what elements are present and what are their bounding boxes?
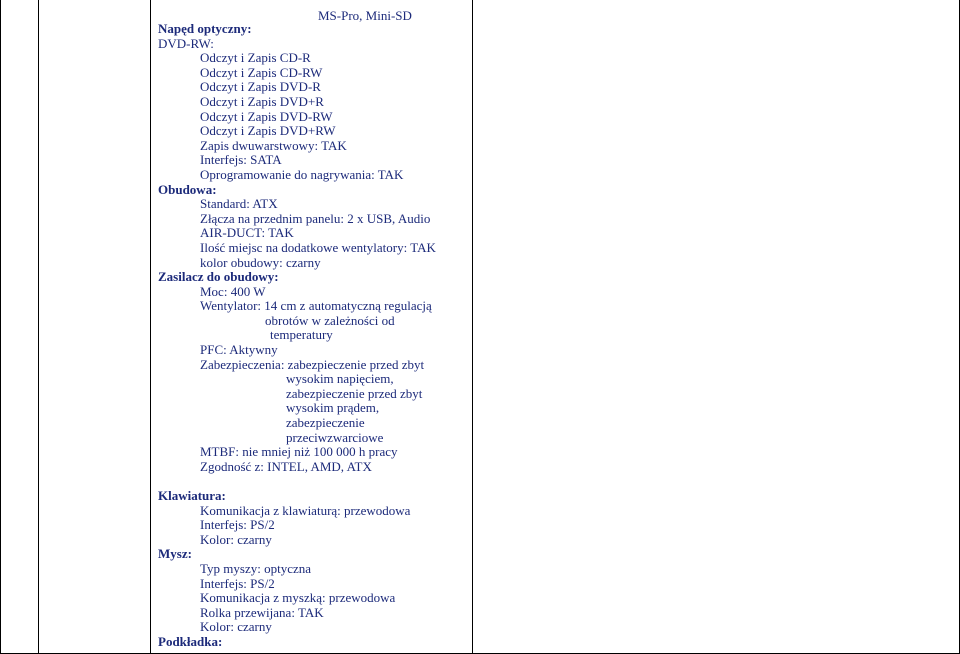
- spec-item: Typ myszy: optyczna: [200, 560, 312, 576]
- spec-item: Komunikacja z myszką: przewodowa: [200, 590, 396, 606]
- spec-item: Interfejs: PS/2: [200, 517, 275, 533]
- spec-item: Odczyt i Zapis CD-RW: [200, 64, 323, 80]
- spec-item: Komunikacja z klawiaturą: przewodowa: [200, 502, 411, 518]
- spec-item-cont: zabezpieczenie przed zbyt: [286, 385, 423, 401]
- section-title-podkladka: Podkładka:: [158, 633, 223, 649]
- spec-item-cont: wysokim prądem,: [286, 400, 380, 416]
- spec-item: Odczyt i Zapis DVD+R: [200, 93, 324, 109]
- spec-item-cont: wysokim napięciem,: [286, 371, 394, 387]
- spec-item: Złącza na przednim panelu: 2 x USB, Audio: [200, 210, 431, 226]
- spec-item: MTBF: nie mniej niż 100 000 h pracy: [200, 444, 398, 460]
- spec-item: Moc: 400 W: [200, 283, 266, 299]
- spec-item: Zapis dwuwarstwowy: TAK: [200, 137, 347, 153]
- table-border-col1: [38, 0, 39, 654]
- spec-item-cont: temperatury: [270, 327, 333, 343]
- section-title-obudowa: Obudowa:: [158, 181, 217, 197]
- spec-item: Kolor: czarny: [200, 619, 272, 635]
- spec-content: [158, 22, 436, 650]
- spec-item: Odczyt i Zapis CD-R: [200, 50, 311, 66]
- section-title-naped: Napęd optyczny:: [158, 21, 252, 36]
- spec-item: Wentylator: 14 cm z automatyczną regulacją: [200, 298, 432, 314]
- continued-text: MS-Pro, Mini-SD: [318, 8, 412, 23]
- section-title-zasilacz: Zasilacz do obudowy:: [158, 269, 279, 285]
- spec-item: Odczyt i Zapis DVD+RW: [200, 123, 336, 139]
- section-title-klawiatura: Klawiatura:: [158, 488, 226, 503]
- spec-item: Rolka przewijana: TAK: [200, 604, 324, 620]
- spec-item: Odczyt i Zapis DVD-R: [200, 79, 321, 95]
- spec-item: Kolor: czarny: [200, 531, 272, 547]
- spec-item: kolor obudowy: czarny: [200, 254, 321, 270]
- spec-item: Interfejs: SATA: [200, 152, 282, 168]
- spec-item: Ilość miejsc na dodatkowe wentylatory: TAK: [200, 239, 436, 255]
- spec-item-cont: obrotów w zależności od: [265, 312, 395, 328]
- section-title-mysz: Mysz:: [158, 546, 192, 562]
- spec-item: Interfejs: PS/2: [200, 575, 275, 591]
- spec-item-cont: przeciwzwarciowe: [286, 429, 384, 445]
- spec-item: Zabezpieczenia: zabezpieczenie przed zbyt: [200, 356, 425, 372]
- spec-item: PFC: Aktywny: [200, 342, 278, 358]
- spec-item: Standard: ATX: [200, 196, 278, 212]
- table-border-col3: [472, 0, 473, 654]
- spec-item: Odczyt i Zapis DVD-RW: [200, 108, 333, 124]
- table-border-left: [0, 0, 1, 654]
- section-sub-dvd: DVD-RW:: [158, 35, 214, 51]
- spacer: [158, 474, 436, 489]
- spec-item: AIR-DUCT: TAK: [200, 225, 294, 241]
- spec-item: Zgodność z: INTEL, AMD, ATX: [200, 458, 372, 474]
- spec-item-cont: zabezpieczenie: [286, 415, 365, 431]
- spec-item: Oprogramowanie do nagrywania: TAK: [200, 166, 404, 182]
